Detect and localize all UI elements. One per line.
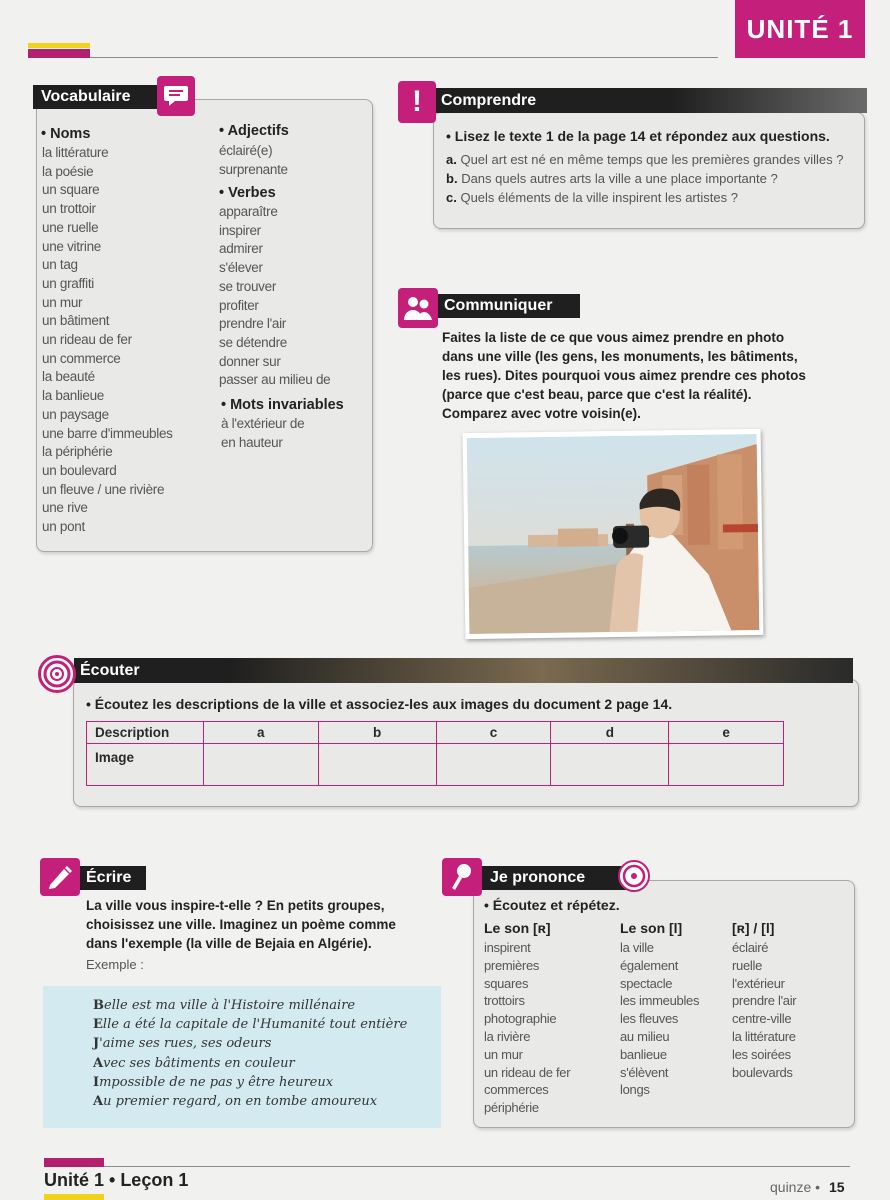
- col1-heading: Le son [ʀ]: [484, 920, 551, 936]
- pron-word: ruelle: [732, 957, 762, 973]
- question-item: [446, 188, 856, 207]
- col2-heading: Le son [l]: [620, 920, 683, 936]
- pron-word: les immeubles: [620, 993, 700, 1009]
- page-number: 15: [829, 1179, 845, 1195]
- vocab-word: en hauteur: [221, 434, 283, 450]
- verbes-list: [219, 203, 369, 390]
- vocab-word: un commerce: [42, 350, 121, 366]
- poem-line: [93, 1054, 441, 1073]
- image-label: Image: [87, 744, 204, 786]
- vocab-word: un mur: [42, 294, 83, 310]
- question-text: Quels éléments de la ville inspirent les artistes ?: [460, 190, 738, 205]
- col1-list: [484, 939, 614, 1117]
- poem-line: [93, 1073, 441, 1092]
- column-header-b: b: [318, 722, 436, 744]
- pron-word: un rideau de fer: [484, 1064, 571, 1080]
- poem-text: 'aime ses rues, ses odeurs: [99, 1036, 272, 1052]
- pron-word: commerces: [484, 1082, 549, 1098]
- question-item: [446, 169, 856, 188]
- pron-word: également: [620, 957, 679, 973]
- poem-initial: A: [93, 1055, 104, 1071]
- ecrire-line: La ville vous inspire-t-elle ? En petits groupes,: [86, 898, 385, 913]
- vocab-word: une ruelle: [42, 219, 99, 235]
- vocab-word: un boulevard: [42, 462, 117, 478]
- answer-cell[interactable]: [436, 744, 551, 786]
- poem-line: [93, 1092, 441, 1111]
- vocab-word: une rive: [42, 500, 88, 516]
- speech-bubble-icon: [157, 76, 195, 116]
- comprendre-questions: [446, 150, 856, 207]
- answer-cell[interactable]: [551, 744, 669, 786]
- footer-unit-lesson: Unité 1 • Leçon 1: [44, 1170, 189, 1190]
- vocab-word: une vitrine: [42, 238, 101, 254]
- communiquer-line: dans une ville (les gens, les monuments, les bâtiments,: [442, 349, 798, 364]
- microphone-icon: [442, 858, 482, 896]
- question-item: [446, 150, 856, 169]
- vocab-word: un bâtiment: [42, 313, 110, 329]
- vocab-word: un graffiti: [42, 275, 94, 291]
- vocab-word: inspirer: [219, 222, 261, 238]
- pron-word: inspirent: [484, 940, 531, 955]
- vocab-word: passer au milieu de: [219, 372, 331, 388]
- ecouter-title: Écouter: [74, 658, 853, 683]
- pron-word: s'élèvent: [620, 1064, 669, 1080]
- pron-word: squares: [484, 975, 529, 991]
- prononce-instruction: • Écoutez et répétez.: [484, 897, 620, 913]
- vocab-word: à l'extérieur de: [221, 416, 305, 431]
- vocab-word: la banlieue: [42, 388, 105, 404]
- pron-word: les fleuves: [620, 1011, 679, 1027]
- vocab-word: la beauté: [42, 369, 95, 385]
- vocab-word: se détendre: [219, 334, 288, 350]
- photographer-photo: [463, 429, 764, 639]
- poem-initial: J: [93, 1036, 100, 1052]
- footer-yellow-bar: [44, 1194, 104, 1200]
- question-text: Dans quels autres arts la ville a une place importante ?: [461, 171, 778, 186]
- col3-heading: [ʀ] / [l]: [732, 920, 775, 936]
- pron-word: premières: [484, 957, 540, 973]
- vocabulaire-title: Vocabulaire: [33, 85, 173, 109]
- vocab-word: un fleuve / une rivière: [42, 481, 165, 497]
- poem-initial: E: [93, 1017, 103, 1033]
- pron-word: spectacle: [620, 975, 673, 991]
- ecouter-table: [86, 721, 784, 786]
- poem-line: [93, 1015, 441, 1034]
- vocab-word: apparaître: [219, 204, 278, 219]
- people-icon: [398, 288, 438, 328]
- comprendre-title: Comprendre: [433, 88, 867, 113]
- poem-text: vec ses bâtiments en couleur: [103, 1055, 295, 1071]
- answer-cell[interactable]: [669, 744, 784, 786]
- vocab-word: éclairé(e): [219, 143, 273, 158]
- vocab-word: s'élever: [219, 260, 263, 276]
- communiquer-title: Communiquer: [436, 294, 580, 318]
- unit-tab: UNITÉ 1: [735, 0, 865, 58]
- pron-word: périphérie: [484, 1100, 539, 1116]
- verbes-heading: • Verbes: [219, 185, 276, 201]
- ecouter-instruction: • Écoutez les descriptions de la ville et associez-les aux images du document 2 page 14.: [86, 696, 673, 712]
- ecrire-line: choisissez une ville. Imaginez un poème comme: [86, 917, 396, 932]
- poem-line: [93, 996, 441, 1015]
- pron-word: la rivière: [484, 1028, 531, 1044]
- vocab-word: un square: [42, 182, 100, 198]
- poem-text: mpossible de ne pas y être heureux: [99, 1074, 334, 1090]
- adjectifs-list: [219, 142, 369, 179]
- column-header-a: a: [204, 722, 319, 744]
- poem-text: u premier regard, on en tombe amoureux: [103, 1094, 378, 1110]
- pron-word: éclairé: [732, 940, 769, 955]
- question-letter: b.: [446, 171, 458, 186]
- vocab-word: la littérature: [42, 145, 109, 160]
- communiquer-line: (parce que c'est beau, parce que c'est la réalité).: [442, 387, 752, 402]
- communiquer-line: Comparez avec votre voisin(e).: [442, 406, 641, 421]
- communiquer-line: Faites la liste de ce que vous aimez prendre en photo: [442, 330, 785, 345]
- vocab-word: un rideau de fer: [42, 332, 132, 348]
- question-letter: c.: [446, 190, 457, 205]
- vocab-word: un pont: [42, 519, 85, 535]
- poem-text: elle est ma ville à l'Histoire millénaire: [104, 998, 356, 1013]
- footer-rule: [104, 1166, 850, 1167]
- vocab-word: la poésie: [42, 163, 94, 179]
- header-rule: [90, 57, 718, 58]
- pron-word: la littérature: [732, 1028, 796, 1044]
- poem-text: lle a été la capitale de l'Humanité tout entière: [102, 1017, 408, 1033]
- noms-heading: • Noms: [41, 126, 91, 142]
- poem-initial: B: [93, 998, 104, 1013]
- invariables-heading: • Mots invariables: [221, 397, 344, 413]
- vocab-word: donner sur: [219, 353, 281, 369]
- vocab-word: la périphérie: [42, 444, 113, 460]
- pron-word: l'extérieur: [732, 975, 785, 991]
- adjectifs-heading: • Adjectifs: [219, 123, 289, 139]
- ecrire-line: dans l'exemple (la ville de Bejaia en Algérie).: [86, 936, 372, 951]
- vocab-word: surprenante: [219, 161, 288, 177]
- vocab-word: se trouver: [219, 278, 277, 294]
- footer-page-word: quinze •: [770, 1179, 821, 1195]
- poem-box: [43, 986, 441, 1128]
- vocab-word: un tag: [42, 257, 78, 273]
- col2-list: [620, 939, 730, 1099]
- pron-word: les soirées: [732, 1046, 791, 1062]
- pron-word: centre-ville: [732, 1011, 792, 1027]
- question-letter: a.: [446, 152, 457, 167]
- pron-word: banlieue: [620, 1046, 667, 1062]
- question-text: Quel art est né en même temps que les premières grandes villes ?: [460, 152, 844, 167]
- answer-cell[interactable]: [318, 744, 436, 786]
- header-magenta-bar: [28, 49, 90, 58]
- communiquer-line: les rues). Dites pourquoi vous aimez prendre ces photos: [442, 368, 806, 383]
- vocab-word: prendre l'air: [219, 316, 286, 332]
- pron-word: au milieu: [620, 1028, 670, 1044]
- poem-initial: I: [93, 1074, 100, 1090]
- column-header-d: d: [551, 722, 669, 744]
- invariables-list: [221, 415, 371, 452]
- pron-word: longs: [620, 1082, 650, 1098]
- cd-icon: [618, 860, 650, 892]
- pron-word: trottoirs: [484, 993, 525, 1009]
- ecrire-title: Écrire: [78, 866, 146, 890]
- exclamation-icon: !: [398, 81, 436, 123]
- poem-line: [93, 1034, 441, 1053]
- pron-word: prendre l'air: [732, 993, 797, 1009]
- vocab-word: une barre d'immeubles: [42, 425, 173, 441]
- description-label: Description: [87, 722, 204, 744]
- vocab-word: profiter: [219, 297, 259, 313]
- column-header-c: c: [436, 722, 551, 744]
- footer-magenta-bar: [44, 1158, 104, 1167]
- pencil-icon: [40, 858, 80, 896]
- column-header-e: e: [669, 722, 784, 744]
- ecrire-text: [86, 896, 426, 953]
- vocab-word: un paysage: [42, 406, 109, 422]
- comprendre-instruction: • Lisez le texte 1 de la page 14 et répondez aux questions.: [446, 128, 830, 144]
- pron-word: photographie: [484, 1011, 557, 1027]
- pron-word: un mur: [484, 1046, 523, 1062]
- cd-icon: [38, 655, 76, 693]
- pron-word: la ville: [620, 940, 654, 955]
- vocab-word: admirer: [219, 241, 263, 257]
- communiquer-text: [442, 328, 842, 423]
- exemple-label: Exemple :: [86, 957, 144, 972]
- col3-list: [732, 939, 847, 1081]
- prononce-title: Je prononce: [482, 866, 628, 890]
- poem-initial: A: [93, 1094, 104, 1110]
- header-yellow-bar: [28, 43, 90, 48]
- answer-cell[interactable]: [204, 744, 319, 786]
- vocab-word: un trottoir: [42, 201, 96, 217]
- pron-word: boulevards: [732, 1064, 793, 1080]
- noms-list: [42, 144, 217, 537]
